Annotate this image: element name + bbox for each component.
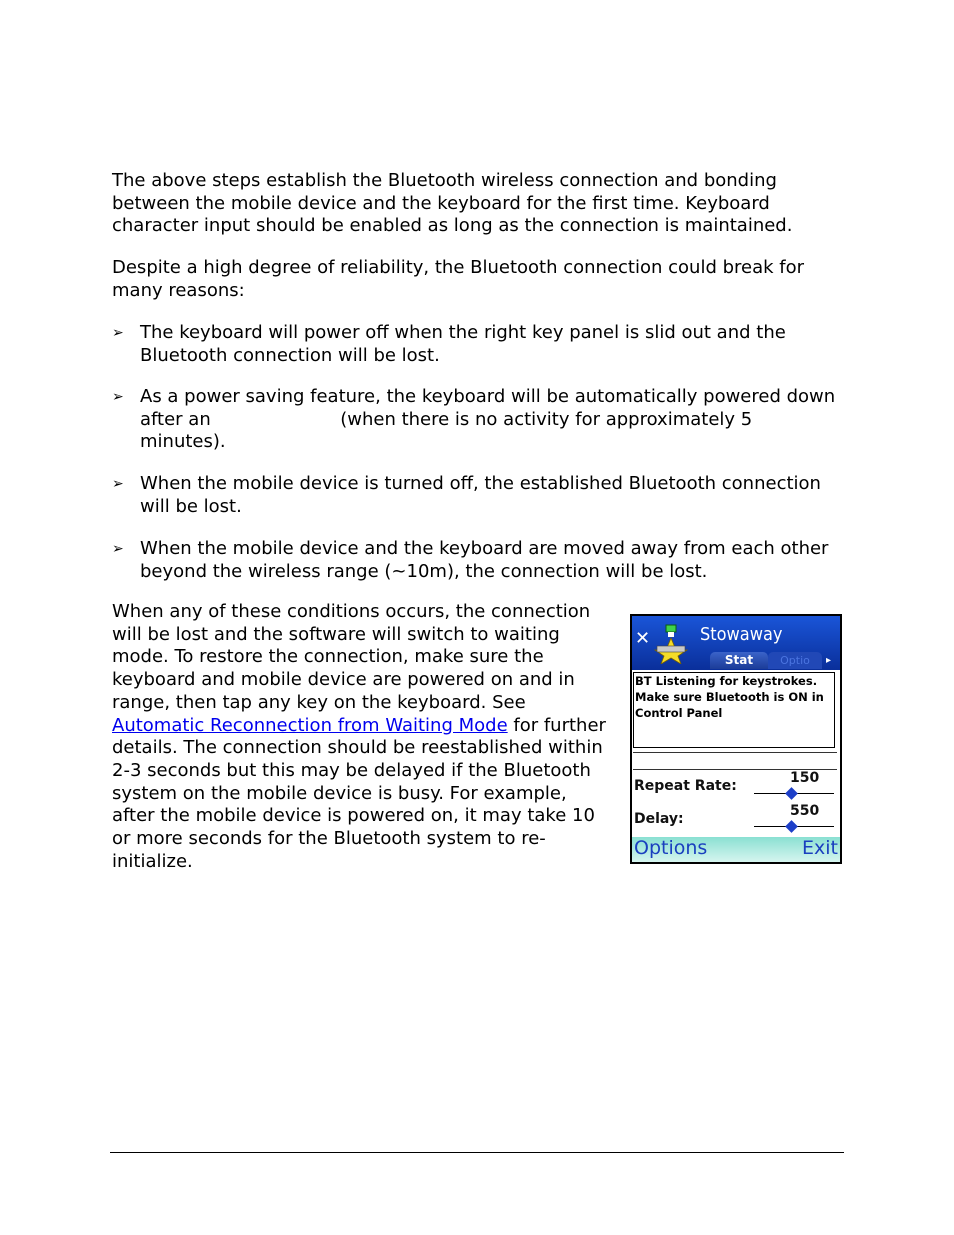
phone-screenshot <box>630 614 842 864</box>
reasons-intro: Despite a high degree of reliability, the Bluetooth connection could break for many reasons: <box>112 257 805 301</box>
softkey-bar <box>632 837 840 862</box>
footer-divider <box>110 1152 844 1153</box>
bullet-text: The keyboard will power off when the right key panel is slid out and the Bluetooth connection will be lost. <box>140 322 786 366</box>
conditions-paragraph <box>112 601 607 873</box>
close-icon[interactable]: ✕ <box>635 628 651 649</box>
repeat-rate-label: Repeat Rate: <box>634 778 737 794</box>
reconnection-link[interactable]: Automatic Reconnection from Waiting Mode <box>112 714 508 736</box>
intro-paragraph: The above steps establish the Bluetooth wireless connection and bonding between the mobile device and the keyboard for the first time. Keyboard character input should be enabled as long as the connection is maintained. <box>112 170 793 236</box>
delay-value: 550 <box>790 803 820 819</box>
options-softkey[interactable]: Options <box>634 837 708 859</box>
bullet-text: When the mobile device is turned off, the established Bluetooth connection will be lost. <box>140 473 821 517</box>
stowaway-logo-icon <box>654 624 688 664</box>
arrow-bullet-icon: ➢ <box>112 325 124 341</box>
conditions-text-before: When any of these conditions occurs, the connection will be lost and the software will switch to waiting mode. To restore the connection, make sure the keyboard and mobile device are powered on and in range, then tap any key on the keyboard. See <box>112 601 591 713</box>
tab-options[interactable]: Optio <box>768 652 822 669</box>
bullet-text: When the mobile device and the keyboard are moved away from each other beyond the wireless range (~10m), the connection will be lost. <box>140 538 829 582</box>
arrow-bullet-icon: ➢ <box>112 389 124 405</box>
bullet-text-after: (when there is no activity for approximately 5 minutes). <box>140 408 753 452</box>
bullet-text <box>140 386 840 454</box>
arrow-bullet-icon: ➢ <box>112 541 124 557</box>
divider <box>633 752 837 770</box>
status-message: BT Listening for keystrokes. Make sure Bluetooth is ON in Control Panel <box>633 672 835 748</box>
delay-label: Delay: <box>634 811 684 827</box>
conditions-text-after: for further details. The connection should be reestablished within 2-3 seconds but this may be delayed if the Bluetooth system on the mobile device is busy. For example, after the mobile device is powered on, it may take 10 or more seconds for the Bluetooth system to re-initialize. <box>112 714 606 872</box>
tab-scroll-right-icon[interactable]: ▸ <box>826 655 832 666</box>
exit-softkey[interactable]: Exit <box>802 837 838 859</box>
repeat-rate-value: 150 <box>790 770 820 786</box>
delay-slider-thumb[interactable] <box>785 820 798 833</box>
arrow-bullet-icon: ➢ <box>112 476 124 492</box>
tab-stat[interactable]: Stat <box>710 652 768 669</box>
repeat-rate-slider-thumb[interactable] <box>785 787 798 800</box>
app-header <box>632 616 840 670</box>
bullet-text-before: As a power saving feature, the keyboard will be automatically powered down after an <box>140 386 836 430</box>
app-title: Stowaway <box>700 624 783 645</box>
